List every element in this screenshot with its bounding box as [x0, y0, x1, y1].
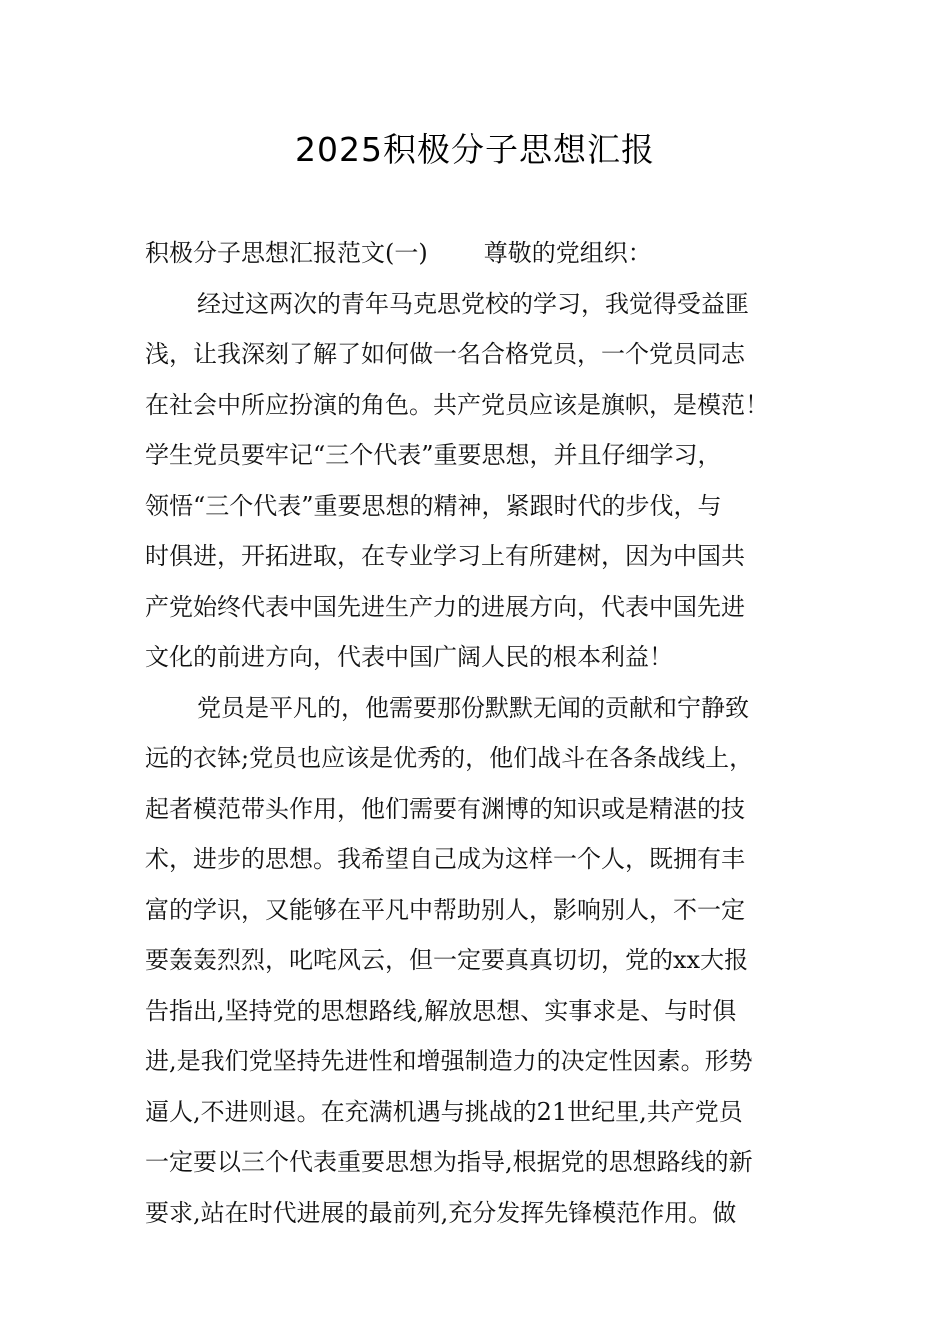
paragraph-line: 在社会中所应扮演的角色。共产党员应该是旗帜，是模范！: [145, 390, 769, 419]
paragraph-2: [145, 683, 807, 1239]
salutation: 尊敬的党组织：: [483, 239, 652, 267]
paragraph-line: 领悟“三个代表”重要思想的精神，紧跟时代的步伐，与: [145, 491, 722, 520]
paragraph-line: 要轰轰烈烈，叱咤风云，但一定要真真切切，党的xx大报: [145, 946, 749, 974]
paragraph-line: 党员是平凡的，他需要那份默默无闻的贡献和宁静致: [197, 693, 749, 722]
paragraph-line: 远的衣钵;党员也应该是优秀的，他们战斗在各条战线上，: [145, 744, 754, 772]
paragraph-line: 学生党员要牢记“三个代表”重要思想，并且仔细学习，: [145, 441, 722, 469]
paragraph-line: 富的学识，又能够在平凡中帮助别人，影响别人，不一定: [145, 895, 745, 924]
paragraph-line: 一定要以三个代表重要思想为指导,根据党的思想路线的新: [145, 1148, 753, 1176]
paragraph-line: 产党始终代表中国先进生产力的进展方向，代表中国先进: [145, 592, 745, 621]
paragraph-line: 文化的前进方向，代表中国广阔人民的根本利益！: [145, 643, 673, 671]
paragraph-line: 告指出,坚持党的思想路线,解放思想、实事求是、与时俱: [145, 996, 737, 1025]
paragraph-line: 逼人,不进则退。在充满机遇与挑战的21世纪里,共产党员: [145, 1097, 743, 1126]
document-body: [145, 228, 807, 1238]
heading-line: [145, 228, 807, 279]
document-subheading: 积极分子思想汇报范文(一): [145, 239, 428, 267]
paragraph-line: 要求,站在时代进展的最前列,充分发挥先锋模范作用。做: [145, 1198, 737, 1227]
paragraph-1: [145, 279, 807, 683]
paragraph-line: 术，进步的思想。我希望自己成为这样一个人，既拥有丰: [145, 845, 745, 873]
paragraph-line: 起者模范带头作用，他们需要有渊博的知识或是精湛的技: [145, 794, 745, 823]
paragraph-line: 经过这两次的青年马克思党校的学习，我觉得受益匪: [197, 289, 749, 318]
paragraph-line: 进,是我们党坚持先进性和增强制造力的决定性因素。形势: [145, 1047, 753, 1075]
paragraph-line: 浅，让我深刻了解了如何做一名合格党员，一个党员同志: [145, 340, 745, 368]
document-title: 2025积极分子思想汇报: [295, 130, 655, 169]
paragraph-line: 时俱进，开拓进取，在专业学习上有所建树，因为中国共: [145, 542, 745, 570]
